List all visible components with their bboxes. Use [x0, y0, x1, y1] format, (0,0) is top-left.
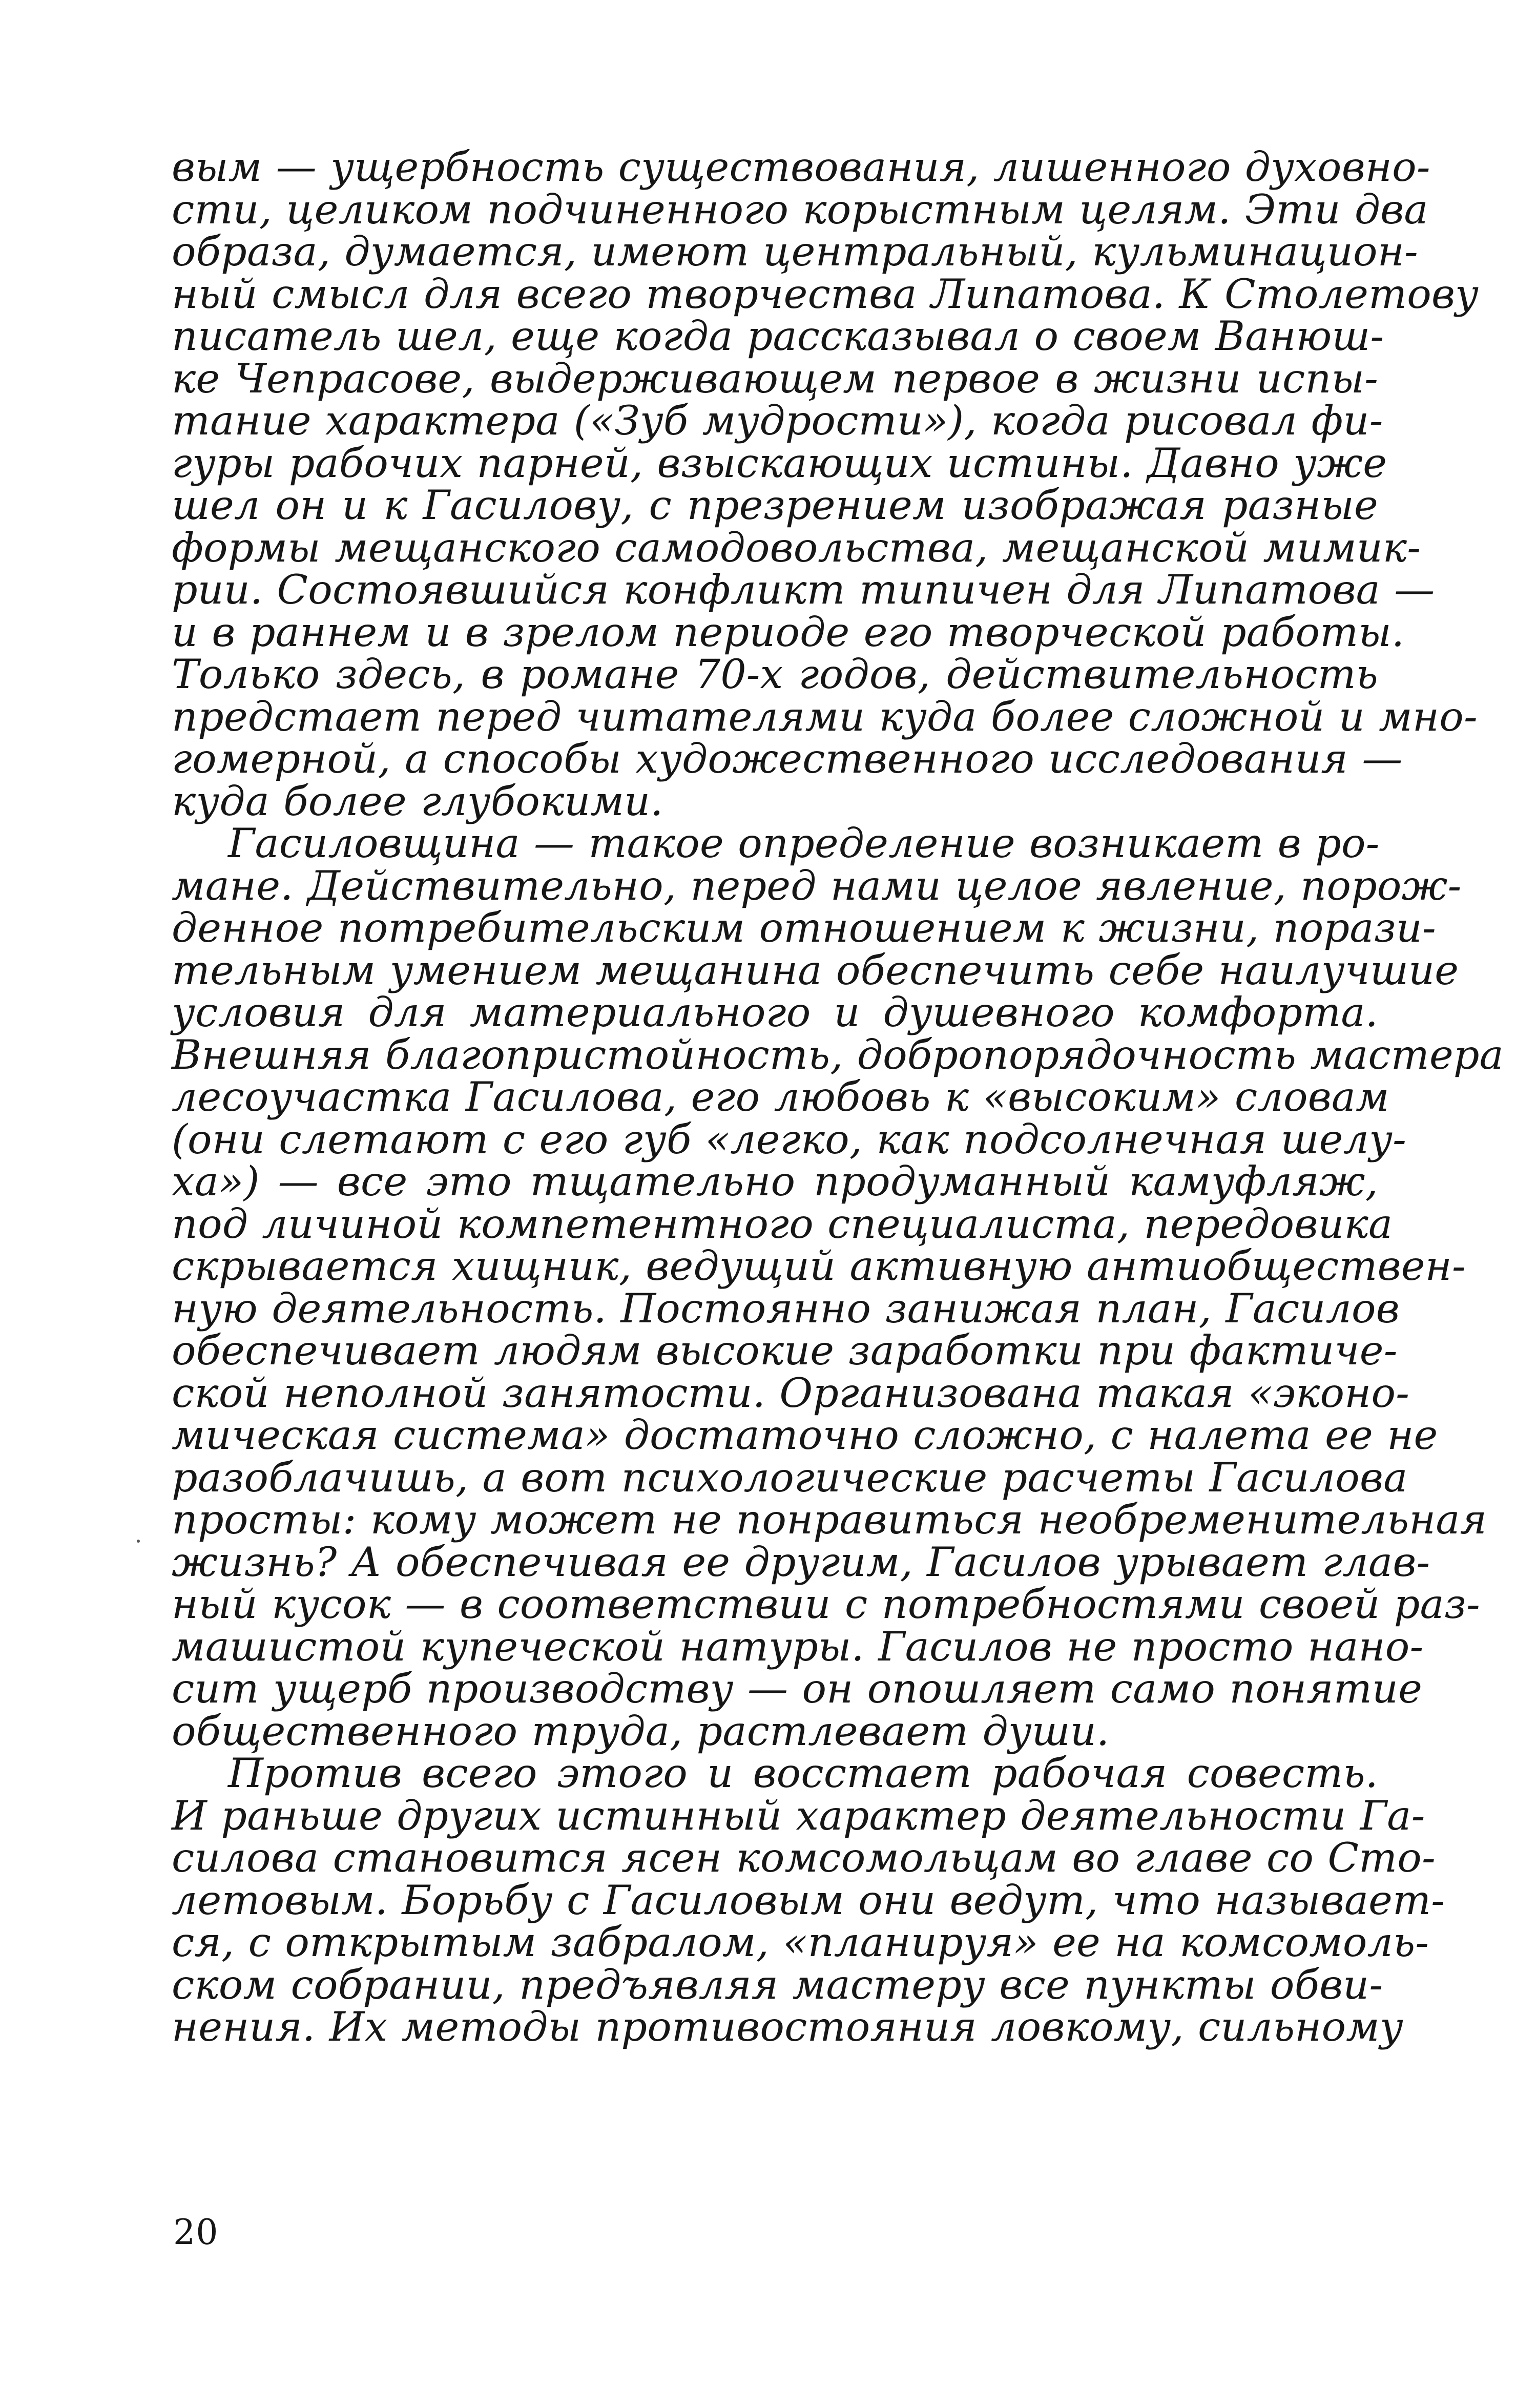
text-line: предстает перед читателями куда более сложной и мно- [172, 693, 1478, 740]
text-line: писатель шел, еще когда рассказывал о своем Ванюш- [172, 313, 1384, 360]
text-line: лесоучастка Гасилова, его любовь к «высоким» словам [172, 1073, 1389, 1120]
text-line: машистой купеческой натуры. Гасилов не просто нано- [172, 1623, 1424, 1670]
text-line: ской неполной занятости. Организована такая «эконо- [172, 1369, 1410, 1417]
text-line: Только здесь, в романе 70-х годов, действительность [172, 651, 1378, 698]
text-line: ся, с открытым забралом, «планируя» ее на комсомоль- [172, 1919, 1429, 1966]
scan-speck [137, 1540, 140, 1543]
text-line: скрывается хищник, ведущий активную антиобществен- [172, 1242, 1466, 1290]
text-line: сит ущерб производству — он опошляет само понятие [172, 1665, 1423, 1712]
text-line: обеспечивает людям высокие заработки при фактиче- [172, 1327, 1398, 1374]
text-line: под личиной компетентного специалиста, передовика [172, 1200, 1393, 1248]
text-line: нения. Их методы противостояния ловкому, сильному [172, 2003, 1404, 2050]
text-line: И раньше других истинный характер деятельности Га- [172, 1792, 1425, 1839]
text-line: и в раннем и в зрелом периоде его творческой работы. [172, 608, 1405, 656]
text-line: ную деятельность. Постоянно занижая план, Гасилов [172, 1284, 1400, 1332]
text-line: тание характера («Зуб мудрости»), когда рисовал фи- [172, 397, 1383, 444]
text-line: жизнь? А обеспечивая ее другим, Гасилов урывает глав- [172, 1538, 1430, 1586]
page-number: 20 [173, 2212, 219, 2253]
text-line: просты: кому может не понравиться необременительная [172, 1496, 1487, 1543]
text-line: ха») — все это тщательно продуманный камуфляж, [172, 1158, 1378, 1205]
text-line: общественного труда, растлевает души. [172, 1707, 1110, 1755]
text-line: разоблачишь, а вот психологические расчеты Гасилова [172, 1454, 1408, 1501]
text-line: гуры рабочих парней, взыскающих истины. Давно уже [172, 439, 1387, 487]
text-line: образа, думается, имеют центральный, кульминацион- [172, 228, 1418, 275]
text-line: гомерной, а способы художественного исследования — [172, 735, 1403, 782]
text-line: ный смысл для всего творчества Липатова. К Столетову [172, 270, 1479, 318]
text-line: рии. Состоявшийся конфликт типичен для Липатова — [172, 566, 1435, 613]
text-line: летовым. Борьбу с Гасиловым они ведут, что называет- [172, 1876, 1445, 1924]
text-line: сти, целиком подчиненного корыстным целям. Эти два [172, 185, 1428, 233]
text-line: денное потребительским отношением к жизни, порази- [172, 904, 1436, 951]
text-line: Внешняя благопристойность, добропорядочность мастера [172, 1031, 1504, 1078]
text-line: ке Чепрасове, выдерживающем первое в жизни испы- [172, 355, 1378, 402]
text-line: ный кусок — в соответствии с потребностями своей раз- [172, 1581, 1480, 1628]
text-line: формы мещанского самодовольства, мещанской мимик- [172, 524, 1421, 571]
text-line: условия для материального и душевного комфорта. [172, 989, 1378, 1036]
text-line: (они слетают с его губ «легко, как подсолнечная шелу- [172, 1115, 1407, 1163]
text-line: Гасиловщина — такое определение возникает в ро- [228, 820, 1380, 867]
body-text [172, 143, 1504, 2201]
text-line: вым — ущербность существования, лишенного духовно- [172, 143, 1430, 191]
text-line: мане. Действительно, перед нами целое явление, порож- [172, 862, 1462, 909]
text-line: ском собрании, предъявляя мастеру все пункты обви- [172, 1961, 1383, 2008]
text-line: Против всего этого и восстает рабочая совесть. [228, 1750, 1378, 1797]
text-line: шел он и к Гасилову, с презрением изображая разные [172, 482, 1378, 529]
text-line: силова становится ясен комсомольцам во главе со Сто- [172, 1834, 1436, 1881]
text-line: куда более глубокими. [172, 777, 663, 825]
text-line: тельным умением мещанина обеспечить себе наилучшие [172, 946, 1459, 994]
text-line: мическая система» достаточно сложно, с налета ее не [172, 1411, 1438, 1459]
